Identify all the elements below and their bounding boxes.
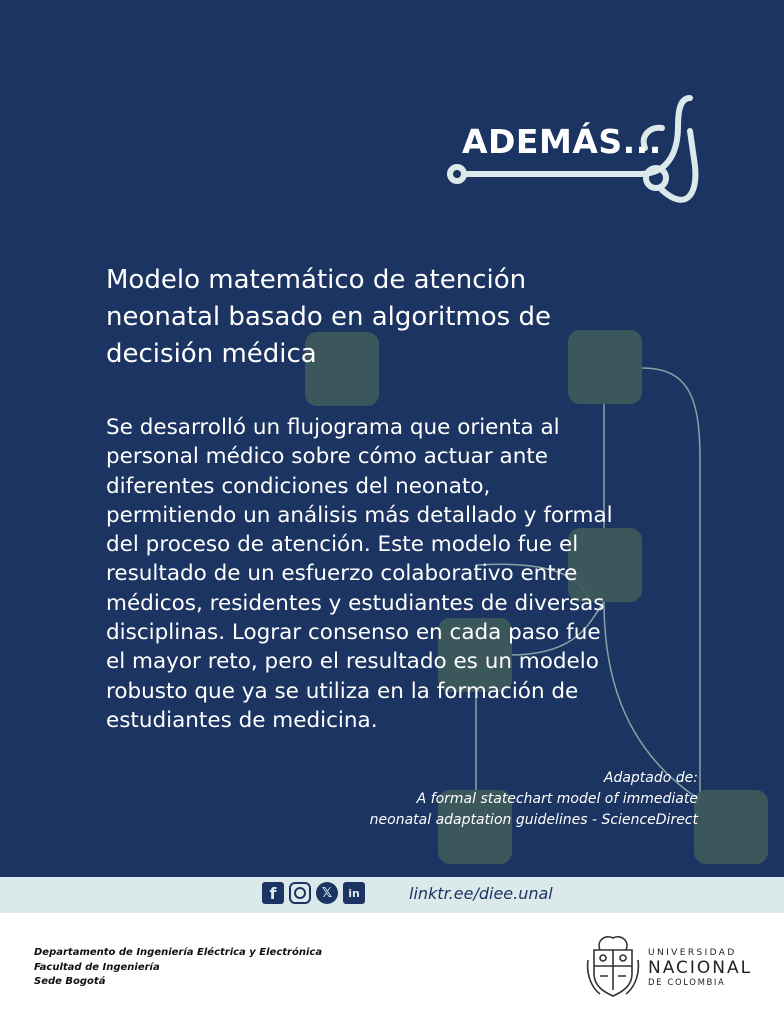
article-body: Se desarrolló un flujograma que orienta al personal médico sobre cómo actuar ante diferentes condiciones del neonato, permitiendo un análisis más detallado y formal del proceso de atención. Este modelo fue el resultado de un esfuerzo colaborativo entre médicos, residentes y estudiantes de diversas disciplinas. Lograr consenso en cada paso fue el mayor reto, pero el resultado es un modelo robusto que ya se utiliza en la formación de estudiantes de medicina. — [106, 415, 613, 733]
flowchart-box — [694, 790, 768, 864]
facebook-icon[interactable]: f — [262, 882, 284, 904]
social-icons — [262, 882, 365, 904]
x-icon[interactable]: 𝕏 — [316, 882, 338, 904]
department-info — [34, 946, 322, 990]
source-label: Adaptado de: — [603, 770, 698, 786]
university-line: NACIONAL — [648, 958, 753, 978]
campus-name: Sede Bogotá — [34, 976, 106, 987]
source-citation — [370, 768, 698, 831]
flowchart-box — [568, 330, 642, 404]
faculty-name: Facultad de Ingeniería — [34, 961, 160, 973]
university-logo — [586, 930, 756, 1000]
section-header: ADEMÁS... — [462, 122, 662, 161]
source-line[interactable]: neonatal adaptation guidelines - ScienceDirect — [369, 812, 698, 828]
department-name: Departamento de Ingeniería Eléctrica y Electrónica — [34, 947, 323, 958]
university-line: UNIVERSIDAD — [648, 948, 737, 958]
university-line: DE COLOMBIA — [648, 978, 726, 988]
linktree-link[interactable]: linktr.ee/diee.unal — [409, 884, 553, 903]
university-name — [648, 948, 752, 988]
article-title: Modelo matemático de atención neonatal basado en algoritmos de decisión médica — [106, 265, 551, 369]
source-line[interactable]: A formal statechart model of immediate — [416, 791, 698, 807]
social-bar — [0, 877, 784, 913]
instagram-icon[interactable] — [289, 882, 311, 904]
linkedin-icon[interactable]: in — [343, 882, 365, 904]
university-seal-icon — [586, 930, 640, 1000]
